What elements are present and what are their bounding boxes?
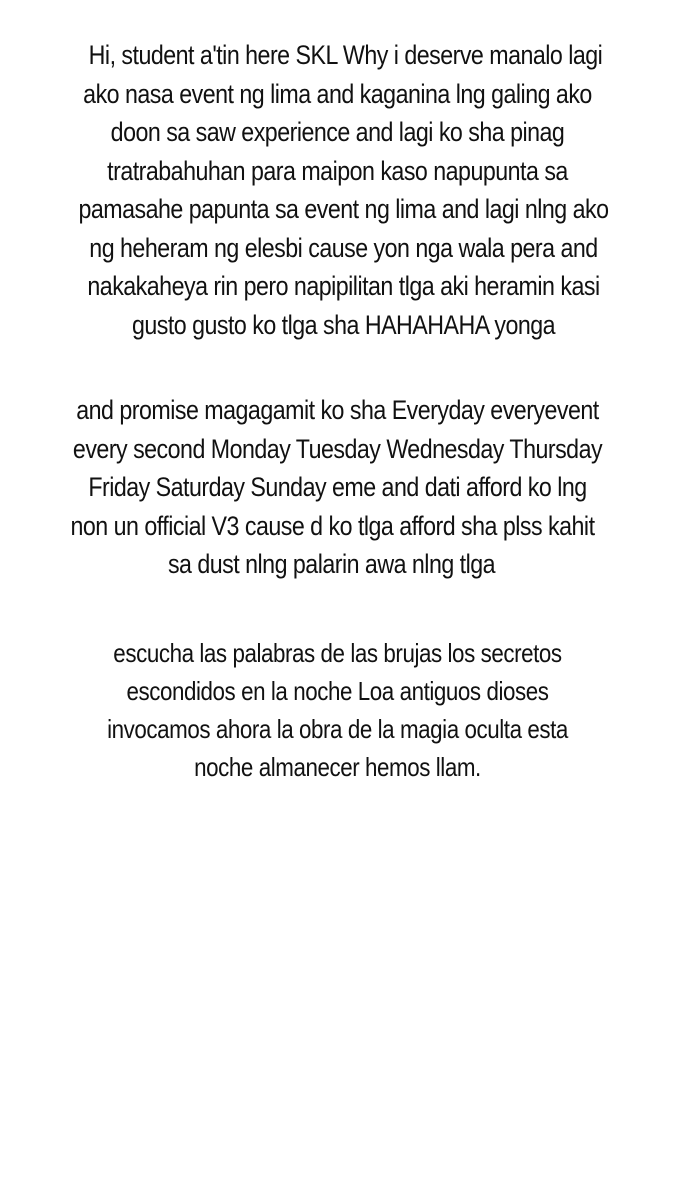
paragraph-1 xyxy=(0,36,675,344)
text-line: invocamos ahora la obra de la magia oculta esta xyxy=(107,714,568,744)
text-line: escondidos en la noche Loa antiguos dioses xyxy=(126,676,549,706)
text-line: pamasahe papunta sa event ng lima and lagi nlng ako xyxy=(78,194,609,224)
text-line: nakakaheya rin pero napipilitan tlga aki heramin kasi xyxy=(87,271,600,301)
paragraph-2 xyxy=(0,391,675,584)
paragraph-3 xyxy=(0,634,675,786)
text-line: sa dust nlng palarin awa nlng tlga xyxy=(167,549,496,579)
text-line: Hi, student a'tin here SKL Why i deserve manalo lagi xyxy=(88,40,603,70)
text-line: ng heheram ng elesbi cause yon nga wala pera and xyxy=(89,232,598,263)
text-line: and promise magagamit ko sha Everyday everyevent xyxy=(76,395,599,425)
text-line: escucha las palabras de las brujas los secretos xyxy=(113,638,562,668)
text-line: ako nasa event ng lima and kaganina lng galing ako xyxy=(83,78,592,109)
text-line: tratrabahuhan para maipon kaso napupunta sa xyxy=(107,155,568,186)
text-line: noche almanecer hemos llam. xyxy=(194,752,481,782)
text-line: non un official V3 cause d ko tlga afford sha plss kahit xyxy=(70,510,595,541)
text-line: every second Monday Tuesday Wednesday Thursday xyxy=(72,433,603,464)
text-line: doon sa saw experience and lagi ko sha pinag xyxy=(110,117,565,147)
text-line: Friday Saturday Sunday eme and dati afford ko lng xyxy=(88,472,587,502)
text-line: gusto gusto ko tlga sha HAHAHAHA yonga xyxy=(131,309,556,340)
